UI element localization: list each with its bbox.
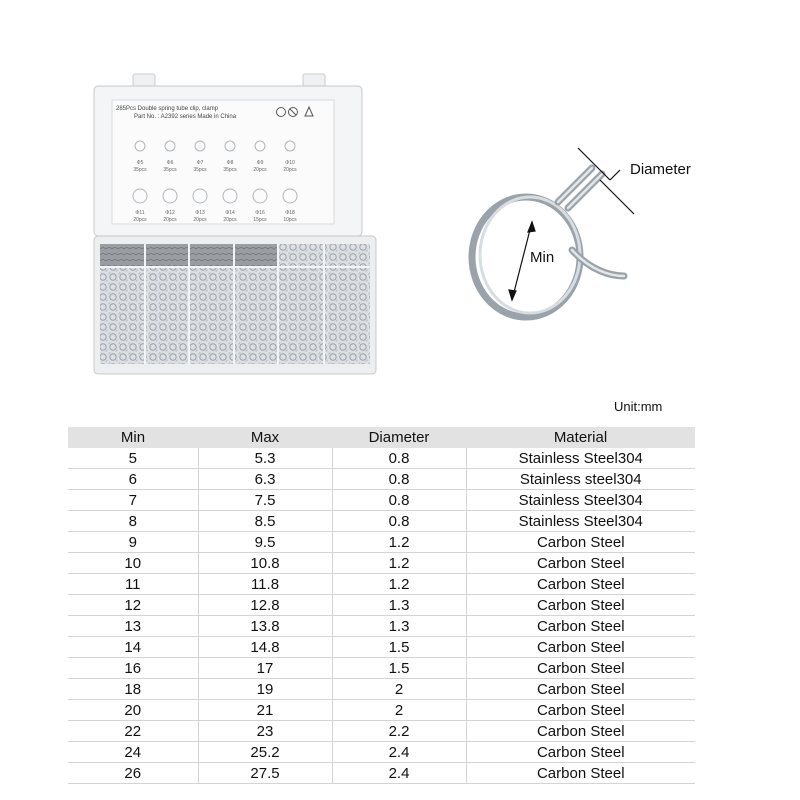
slot-size-label: Φ16 (255, 210, 265, 216)
table-row (68, 763, 695, 784)
diameter-cell: 2.4 (332, 742, 466, 763)
max-cell: 25.2 (198, 742, 332, 763)
table-row (68, 448, 695, 469)
diameter-cell: 0.8 (332, 469, 466, 490)
table-header-row (68, 427, 695, 448)
diameter-cell: 1.3 (332, 616, 466, 637)
slot-size-label: Φ5 (136, 160, 144, 166)
diameter-label: Diameter (630, 161, 691, 178)
diameter-cell: 2.2 (332, 721, 466, 742)
min-cell: 24 (68, 742, 198, 763)
material-cell: Stainless Steel304 (466, 448, 695, 469)
diameter-cell: 1.3 (332, 595, 466, 616)
material-cell: Carbon Steel (466, 658, 695, 679)
diameter-cell: 1.2 (332, 574, 466, 595)
max-cell: 23 (198, 721, 332, 742)
table-row (68, 721, 695, 742)
max-cell: 27.5 (198, 763, 332, 784)
diameter-cell: 1.5 (332, 637, 466, 658)
table-row (68, 490, 695, 511)
slot-size-label: Φ18 (285, 210, 295, 216)
slot-size-label: Φ8 (226, 160, 234, 166)
diameter-cell: 1.5 (332, 658, 466, 679)
diameter-cell: 2 (332, 700, 466, 721)
min-cell: 11 (68, 574, 198, 595)
slot-size-label: Φ11 (135, 210, 145, 216)
material-cell: Carbon Steel (466, 721, 695, 742)
max-cell: 21 (198, 700, 332, 721)
slot-count-label: 35pcs (223, 167, 237, 173)
min-cell: 16 (68, 658, 198, 679)
max-cell: 6.3 (198, 469, 332, 490)
max-cell: 7.5 (198, 490, 332, 511)
max-cell: 9.5 (198, 532, 332, 553)
max-cell: 19 (198, 679, 332, 700)
diameter-callout (578, 148, 634, 214)
diameter-cell: 0.8 (332, 448, 466, 469)
slot-size-label: Φ9 (256, 160, 264, 166)
table-row (68, 742, 695, 763)
table-row (68, 679, 695, 700)
min-cell: 14 (68, 637, 198, 658)
slot-count-label: 20pcs (283, 167, 297, 173)
table-row (68, 574, 695, 595)
table-row (68, 616, 695, 637)
material-cell: Carbon Steel (466, 763, 695, 784)
diameter-cell: 1.2 (332, 553, 466, 574)
slot-count-label: 20pcs (133, 217, 147, 223)
diameter-cell: 0.8 (332, 490, 466, 511)
assortment-box-photo (88, 72, 390, 384)
slot-size-label: Φ12 (165, 210, 175, 216)
slot-size-label: Φ7 (196, 160, 204, 166)
max-cell: 8.5 (198, 511, 332, 532)
diameter-cell: 2 (332, 679, 466, 700)
slot-count-label: 20pcs (163, 217, 177, 223)
max-cell: 14.8 (198, 637, 332, 658)
min-cell: 7 (68, 490, 198, 511)
slot-count-label: 20pcs (193, 217, 207, 223)
slot-count-label: 35pcs (133, 167, 147, 173)
material-cell: Stainless Steel304 (466, 490, 695, 511)
size-spec-table (68, 427, 695, 784)
material-cell: Stainless steel304 (466, 469, 695, 490)
min-cell: 9 (68, 532, 198, 553)
min-cell: 26 (68, 763, 198, 784)
box-label-line1: 285Pcs Double spring tube clip, clamp (116, 106, 219, 112)
slot-count-label: 20pcs (223, 217, 237, 223)
material-cell: Carbon Steel (466, 637, 695, 658)
max-cell: 10.8 (198, 553, 332, 574)
material-cell: Carbon Steel (466, 574, 695, 595)
max-cell: 5.3 (198, 448, 332, 469)
slot-count-label: 35pcs (163, 167, 177, 173)
material-cell: Carbon Steel (466, 595, 695, 616)
table-row (68, 532, 695, 553)
min-cell: 8 (68, 511, 198, 532)
slot-size-label: Φ13 (195, 210, 205, 216)
min-cell: 6 (68, 469, 198, 490)
min-cell: 18 (68, 679, 198, 700)
slot-count-label: 15pcs (253, 217, 267, 223)
table-row (68, 469, 695, 490)
table-body (68, 448, 695, 784)
box-label-line2: Part No. : A2392 series Made in China (134, 114, 237, 120)
table-row (68, 595, 695, 616)
table-row (68, 637, 695, 658)
header-material: Material (466, 427, 695, 448)
slot-count-label: 10pcs (283, 217, 297, 223)
max-cell: 13.8 (198, 616, 332, 637)
table-row (68, 553, 695, 574)
slot-size-label: Φ14 (225, 210, 235, 216)
slot-size-label: Φ10 (285, 160, 295, 166)
min-cell: 12 (68, 595, 198, 616)
slot-count-label: 20pcs (253, 167, 267, 173)
material-cell: Carbon Steel (466, 553, 695, 574)
min-cell: 20 (68, 700, 198, 721)
header-max: Max (198, 427, 332, 448)
unit-note: Unit:mm (614, 399, 663, 414)
min-cell: 13 (68, 616, 198, 637)
diameter-cell: 2.4 (332, 763, 466, 784)
material-cell: Carbon Steel (466, 616, 695, 637)
header-diameter: Diameter (332, 427, 466, 448)
material-cell: Carbon Steel (466, 742, 695, 763)
max-cell: 12.8 (198, 595, 332, 616)
max-cell: 17 (198, 658, 332, 679)
material-cell: Carbon Steel (466, 532, 695, 553)
max-cell: 11.8 (198, 574, 332, 595)
min-cell: 22 (68, 721, 198, 742)
min-cell: 5 (68, 448, 198, 469)
diameter-cell: 1.2 (332, 532, 466, 553)
material-cell: Carbon Steel (466, 679, 695, 700)
table-row (68, 511, 695, 532)
slot-size-label: Φ6 (166, 160, 174, 166)
diameter-cell: 0.8 (332, 511, 466, 532)
assortment-box-illustration (88, 72, 390, 384)
table-row (68, 700, 695, 721)
min-cell: 10 (68, 553, 198, 574)
header-min: Min (68, 427, 198, 448)
material-cell: Stainless Steel304 (466, 511, 695, 532)
material-cell: Carbon Steel (466, 700, 695, 721)
slot-count-label: 35pcs (193, 167, 207, 173)
min-label: Min (530, 249, 555, 266)
table-row (68, 658, 695, 679)
